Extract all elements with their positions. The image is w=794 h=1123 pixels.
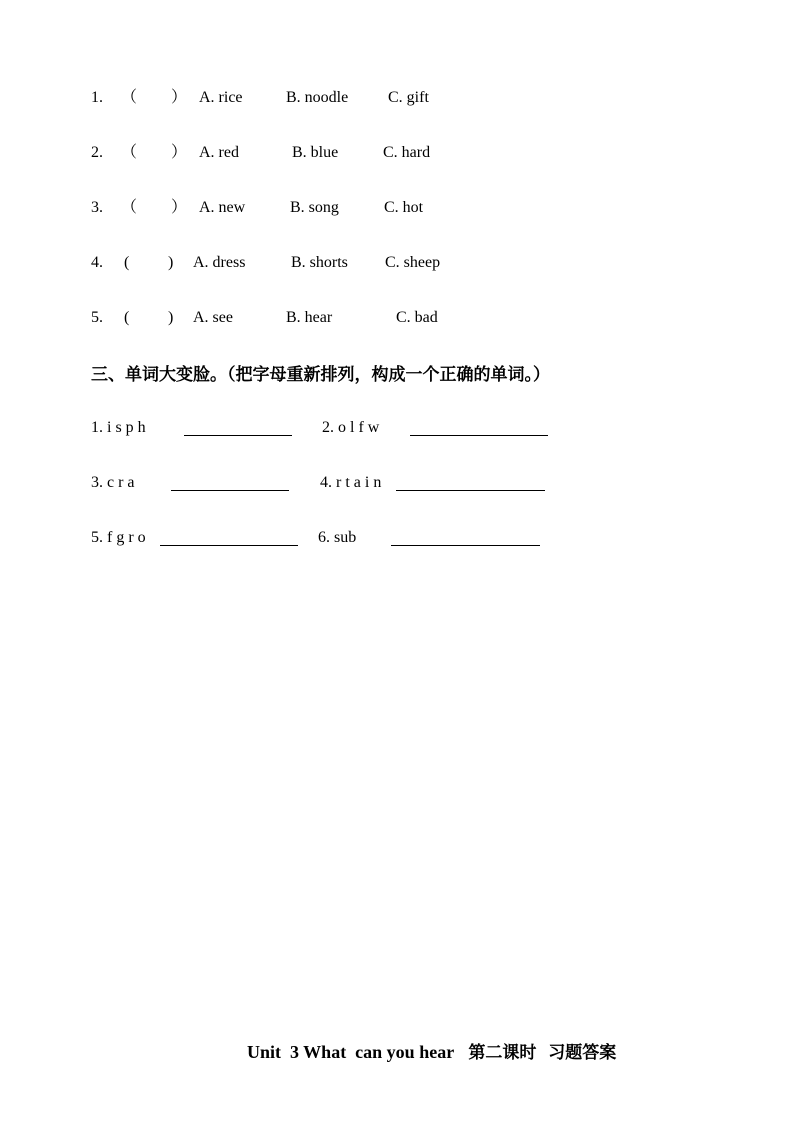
option-a: A. rice xyxy=(199,89,243,106)
option-b: B. hear xyxy=(286,309,333,326)
footer-title-en: Unit 3 What can you hear xyxy=(247,1042,454,1062)
scramble-label: 1. i s p h xyxy=(91,419,146,436)
answer-paren-open: （ xyxy=(121,199,138,216)
answer-blank-2[interactable] xyxy=(410,435,548,436)
answer-paren-open: ( xyxy=(124,254,130,271)
answer-paren-open: ( xyxy=(124,309,130,326)
answer-paren-close: ) xyxy=(168,254,174,271)
option-b: B. shorts xyxy=(291,254,348,271)
scramble-label: 2. o l f w xyxy=(322,419,380,436)
scramble-label: 3. c r a xyxy=(91,474,135,491)
footer-title xyxy=(247,1038,616,1063)
scramble-label: 5. f g r o xyxy=(91,529,146,546)
question-number: 1. xyxy=(91,89,103,106)
answer-paren-close: ） xyxy=(171,199,188,216)
option-c: C. sheep xyxy=(385,254,441,271)
option-b: B. noodle xyxy=(286,89,349,106)
option-a: A. new xyxy=(199,199,246,216)
question-number: 4. xyxy=(91,254,103,271)
answer-paren-open: （ xyxy=(121,144,138,161)
answer-blank-5[interactable] xyxy=(160,545,298,546)
section-heading: 三、单词大变脸。（把字母重新排列，构成一个正确的单词。） xyxy=(91,365,550,385)
answer-paren-close: ) xyxy=(168,309,174,326)
answer-blank-1[interactable] xyxy=(184,435,292,436)
option-b: B. song xyxy=(290,199,339,216)
option-a: A. dress xyxy=(193,254,246,271)
option-c: C. bad xyxy=(396,309,438,326)
answer-paren-close: ） xyxy=(171,144,188,161)
answer-blank-3[interactable] xyxy=(171,490,289,491)
answer-paren-open: （ xyxy=(121,89,138,106)
option-c: C. hot xyxy=(384,199,424,216)
footer-title-cn: 第二课时 习题答案 xyxy=(468,1043,617,1063)
scramble-label: 6. sub xyxy=(318,529,357,546)
option-b: B. blue xyxy=(292,144,339,161)
option-c: C. gift xyxy=(388,89,429,106)
option-a: A. see xyxy=(193,309,233,326)
answer-blank-6[interactable] xyxy=(391,545,540,546)
question-number: 3. xyxy=(91,199,103,216)
scramble-label: 4. r t a i n xyxy=(320,474,382,491)
question-number: 2. xyxy=(91,144,103,161)
question-number: 5. xyxy=(91,309,103,326)
option-c: C. hard xyxy=(383,144,431,161)
answer-blank-4[interactable] xyxy=(396,490,545,491)
option-a: A. red xyxy=(199,144,239,161)
answer-paren-close: ） xyxy=(171,89,188,106)
